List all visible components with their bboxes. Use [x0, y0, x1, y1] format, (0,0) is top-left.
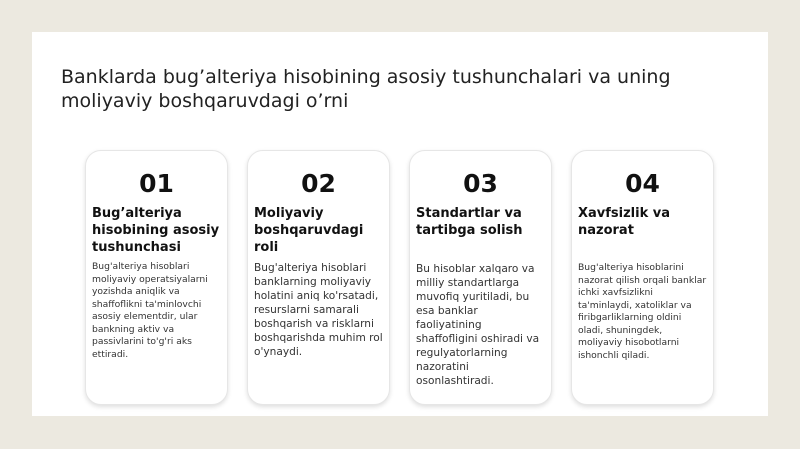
card-body: Bug'alteriya hisoblarini nazorat qilish orqali banklar ichki xavfsizlikni ta'minlaydi, xatoliklar va firibgarliklarning oldini oladi, shuningdek, moliyaviy hisobotlarni ishonchli qiladi. — [578, 262, 707, 361]
card-1 — [85, 150, 228, 405]
slide-title: Banklarda bug’alteriya hisobining asosiy tushunchalari va uning moliyaviy boshqaruvdagi o’rni — [61, 66, 671, 112]
card-title: Xavfsizlik va nazorat — [578, 206, 671, 238]
card-body: Bug'alteriya hisoblari banklarning moliyaviy holatini aniq ko'rsatadi, resurslarni samarali boshqarish va risklarni boshqarishda muhim rol o'ynaydi. — [254, 262, 383, 358]
card-2 — [247, 150, 390, 405]
card-number: 04 — [625, 169, 660, 198]
card-4 — [571, 150, 714, 405]
card-title: Standartlar va tartibga solish — [416, 206, 523, 238]
card-title: Moliyaviy boshqaruvdagi roli — [254, 206, 364, 255]
card-3 — [409, 150, 552, 405]
card-number: 02 — [301, 169, 336, 198]
card-body: Bu hisoblar xalqaro va milliy standartlarga muvofiq yuritiladi, bu esa banklar faoliyatining shaffofligini oshiradi va regulyatorlarning nazoratini osonlashtiradi. — [416, 263, 540, 387]
card-body: Bug'alteriya hisoblari moliyaviy operatsiyalarni yozishda aniqlik va shaffoflikni ta'minlovchi asosiy elementdir, ular bankning aktiv va passivlarini to'g'ri aks ettiradi. — [92, 261, 208, 360]
card-title: Bug’alteriya hisobining asosiy tushunchasi — [92, 206, 220, 255]
slide — [32, 32, 768, 416]
card-number: 01 — [139, 169, 174, 198]
card-number: 03 — [463, 169, 498, 198]
